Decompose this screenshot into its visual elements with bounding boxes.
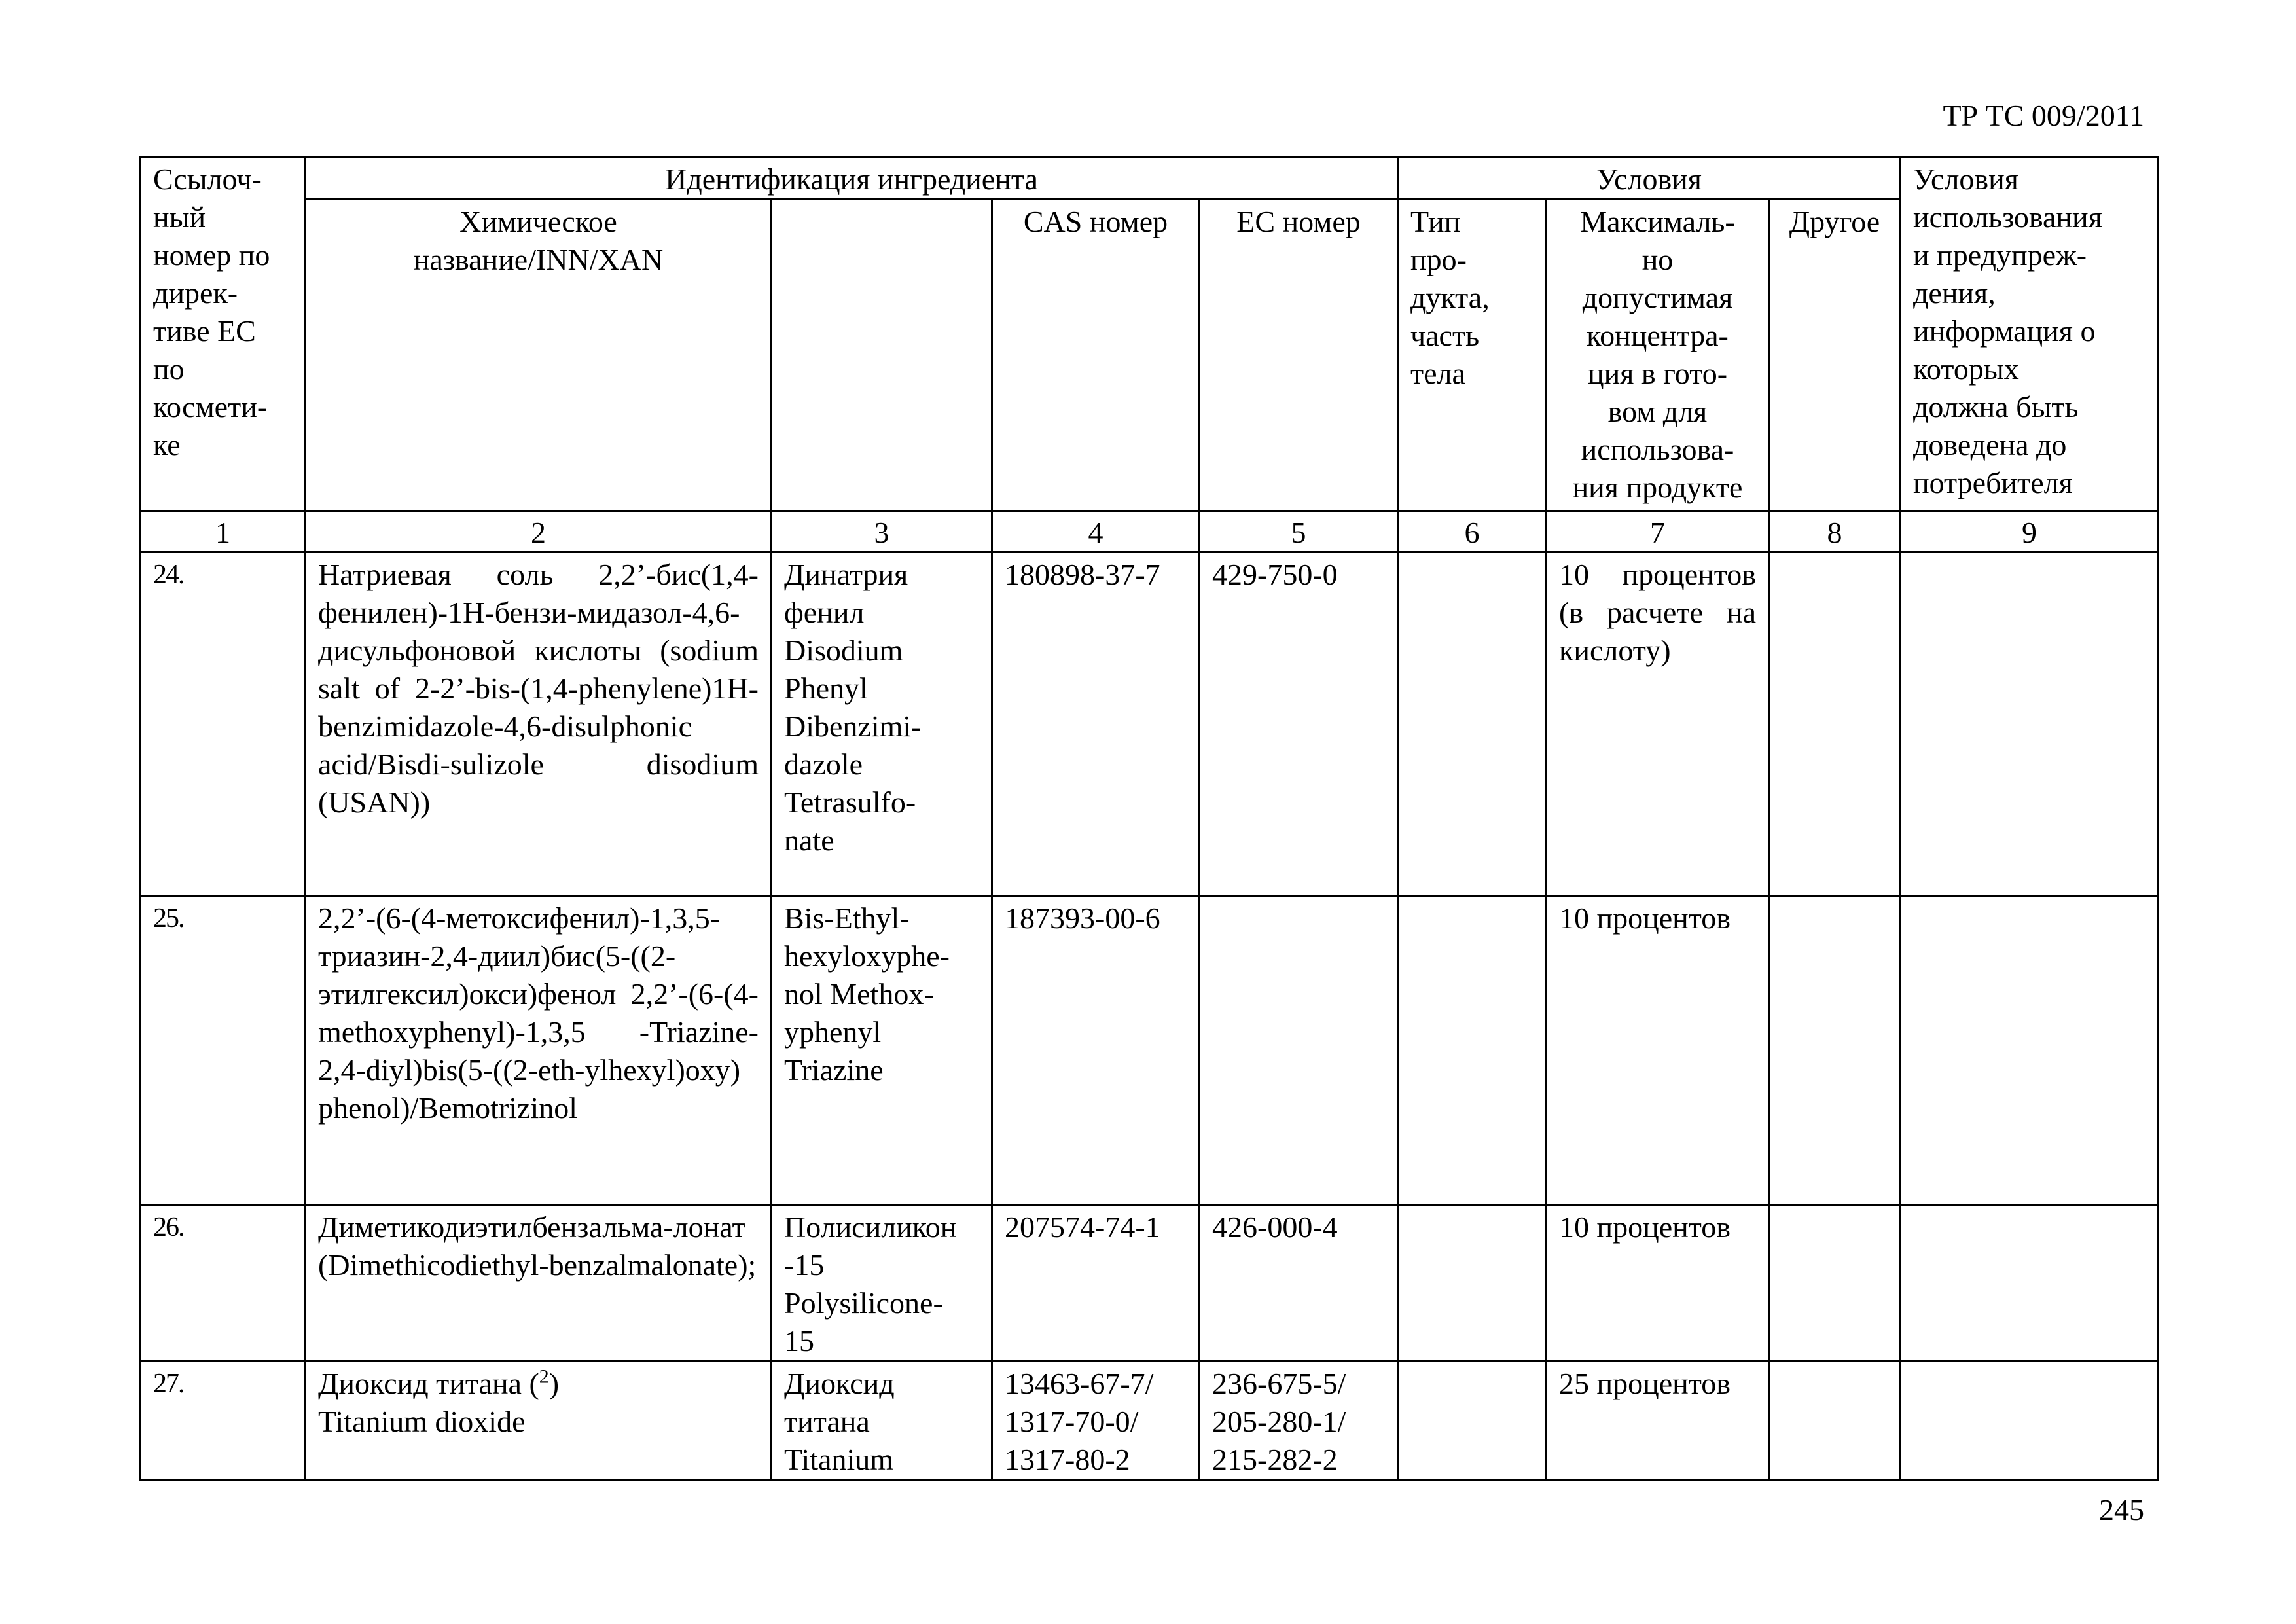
header-max-concentration: Максималь- но допустимая концентра- ция в гото- вом для использова- ния продукте — [1547, 200, 1769, 511]
footnote-marker: 2 — [539, 1365, 549, 1388]
inn-name: Диоксид титана Titanium — [772, 1362, 992, 1480]
table-row — [141, 1205, 2159, 1362]
header-col3 — [772, 200, 992, 511]
column-number: 3 — [772, 511, 992, 552]
column-number: 2 — [306, 511, 772, 552]
header-ec: ЕС номер — [1200, 200, 1398, 511]
chemical-name: 2,2’-(6-(4-метоксифенил)-1,3,5-триазин-2,4-диил)бис(5-((2-этилгексил)окси)фенол 2,2’-(6-(4-methoxyphenyl)-1,3,5 -Triazine-2,4-diyl)bis(5-((2-eth-ylhexyl)oxy) phenol)/Bemotrizinol — [306, 896, 772, 1205]
ec-number: 426-000-4 — [1200, 1205, 1398, 1362]
column-number: 6 — [1398, 511, 1547, 552]
max-concentration: 10 процентов — [1547, 1205, 1769, 1362]
header-usage-warnings: Условия использования и предупреж- дения, информация о которых должна быть доведена до потребителя — [1901, 157, 2159, 511]
table-row — [141, 552, 2159, 896]
table-row — [141, 1362, 2159, 1480]
usage-warnings — [1901, 896, 2159, 1205]
other — [1769, 552, 1901, 896]
chemical-name-en: Titanium dioxide — [318, 1405, 526, 1438]
chemical-name — [306, 1362, 772, 1480]
column-number: 9 — [1901, 511, 2159, 552]
ec-number — [1200, 896, 1398, 1205]
page-number: 245 — [2099, 1493, 2144, 1526]
other — [1769, 1205, 1901, 1362]
chemical-name: Натриевая соль 2,2’-бис(1,4-фенилен)-1Н-бензи-мидазол-4,6-дисульфоновой кислоты (sodium salt of 2-2’-bis-(1,4-phenylene)1H-benzimidazole-4,6-disulphonic acid/Bisdi-sulizole disodium (USAN)) — [306, 552, 772, 896]
other — [1769, 1362, 1901, 1480]
column-number: 7 — [1547, 511, 1769, 552]
ec-number: 429-750-0 — [1200, 552, 1398, 896]
usage-warnings — [1901, 1205, 2159, 1362]
header-conditions: Условия — [1398, 157, 1901, 200]
column-number: 5 — [1200, 511, 1398, 552]
usage-warnings — [1901, 1362, 2159, 1480]
product-type — [1398, 1205, 1547, 1362]
cas-number: 180898-37-7 — [992, 552, 1200, 896]
ref-number: 25. — [141, 896, 306, 1205]
table-row — [141, 896, 2159, 1205]
chemical-name-ru: Диоксид титана ( — [318, 1367, 539, 1400]
column-number: 4 — [992, 511, 1200, 552]
ec-number: 236-675-5/ 205-280-1/ 215-282-2 — [1200, 1362, 1398, 1480]
header-cas: CAS номер — [992, 200, 1200, 511]
header-ref-number: Ссылоч- ный номер по дирек- тиве ЕС по космети- ке — [141, 157, 306, 511]
other — [1769, 896, 1901, 1205]
cas-number: 187393-00-6 — [992, 896, 1200, 1205]
chemical-name-close: ) — [548, 1367, 560, 1400]
max-concentration: 10 процентов — [1547, 896, 1769, 1205]
max-concentration: 10 процентов (в расчете на кислоту) — [1547, 552, 1769, 896]
product-type — [1398, 552, 1547, 896]
column-number: 1 — [141, 511, 306, 552]
page-header: ТР ТС 009/2011 — [1943, 99, 2144, 132]
ingredients-table — [139, 156, 2159, 1481]
header-other: Другое — [1769, 200, 1901, 511]
header-product-type: Тип про- дукта, часть тела — [1398, 200, 1547, 511]
chemical-name: Диметикодиэтилбензальма-лонат (Dimethicodiethyl-benzalmalonate); — [306, 1205, 772, 1362]
ref-number: 26. — [141, 1205, 306, 1362]
header-identification: Идентификация ингредиента — [306, 157, 1398, 200]
column-number: 8 — [1769, 511, 1901, 552]
cas-number: 207574-74-1 — [992, 1205, 1200, 1362]
cas-number: 13463-67-7/ 1317-70-0/ 1317-80-2 — [992, 1362, 1200, 1480]
max-concentration: 25 процентов — [1547, 1362, 1769, 1480]
inn-name: Bis-Ethyl- hexyloxyphe- nol Methox- yphenyl Triazine — [772, 896, 992, 1205]
inn-name: Динатрия фенил Disodium Phenyl Dibenzimi- dazole Tetrasulfo- nate — [772, 552, 992, 896]
ref-number: 24. — [141, 552, 306, 896]
inn-name: Полисиликон -15 Polysilicone- 15 — [772, 1205, 992, 1362]
product-type — [1398, 1362, 1547, 1480]
column-numbers-row — [141, 511, 2159, 552]
header-chemical-name: Химическое название/INN/XAN — [306, 200, 772, 511]
product-type — [1398, 896, 1547, 1205]
ref-number: 27. — [141, 1362, 306, 1480]
usage-warnings — [1901, 552, 2159, 896]
